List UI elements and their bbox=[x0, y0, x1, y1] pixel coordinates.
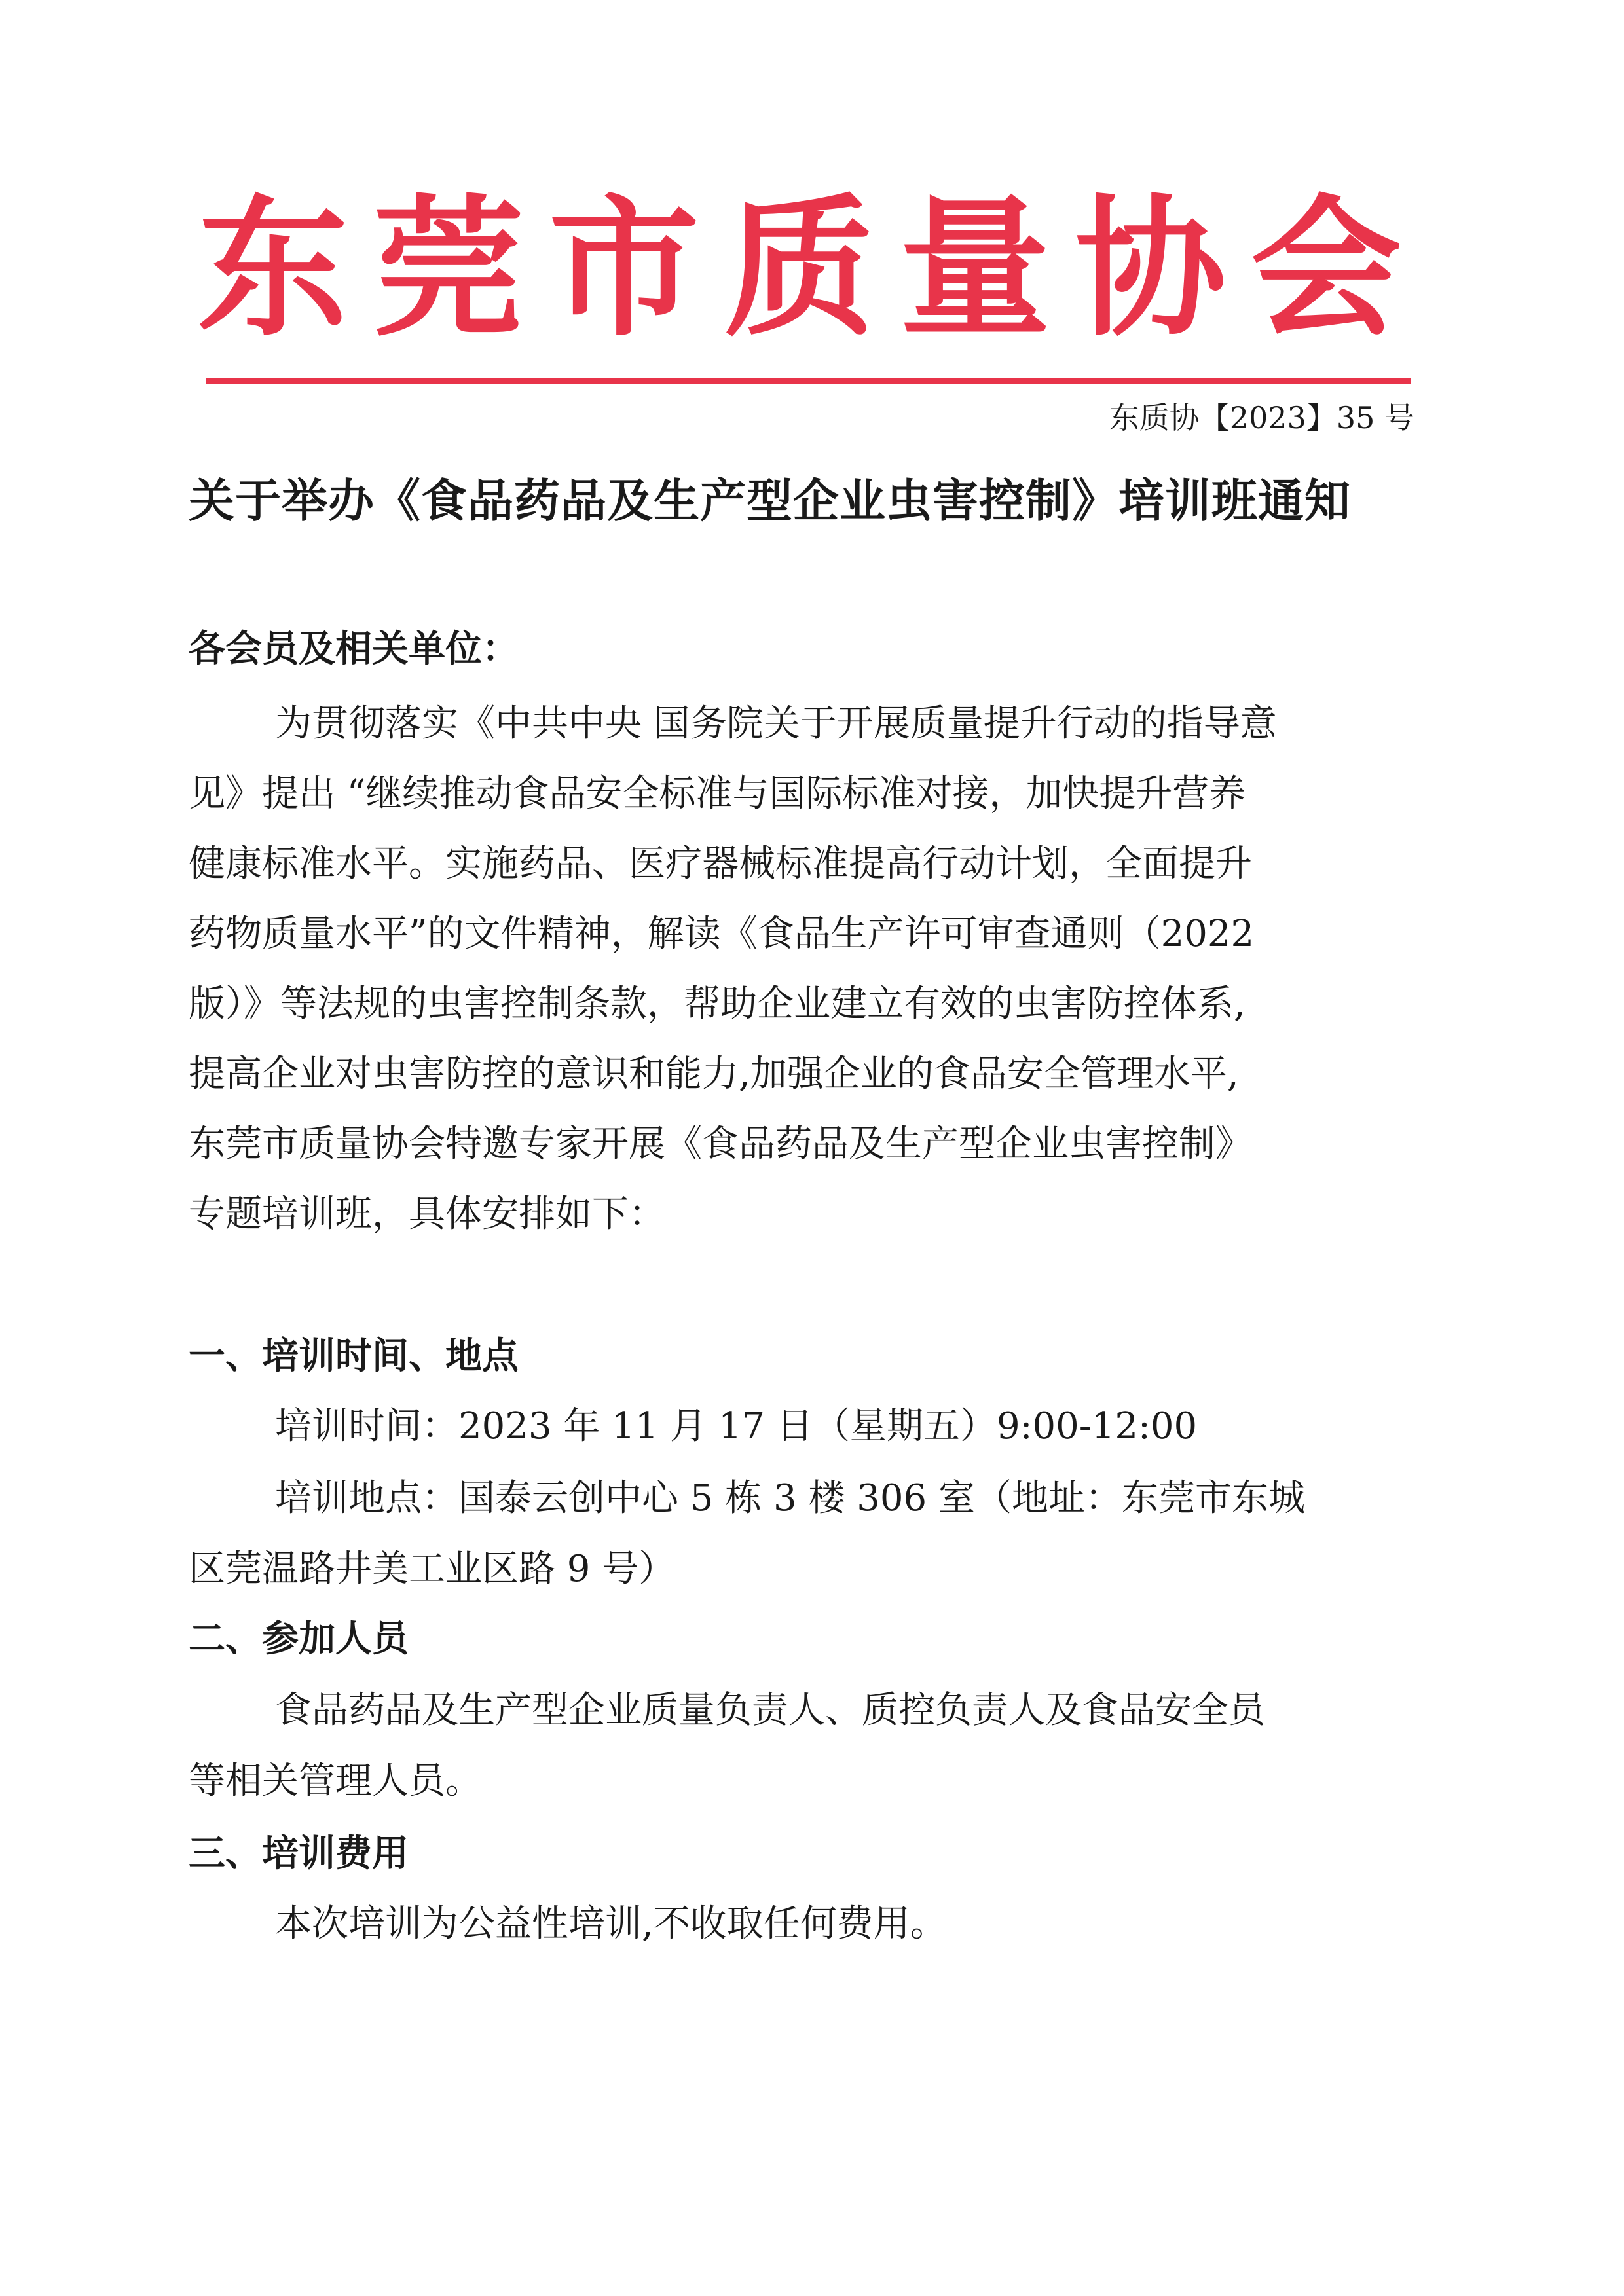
document-number: 东质协【2023】35 号 bbox=[1109, 400, 1414, 435]
section-heading-fees: 三、培训费用 bbox=[189, 1832, 409, 1875]
section-heading-participants: 二、参加人员 bbox=[189, 1617, 409, 1660]
intro-line: 专题培训班，具体安排如下： bbox=[189, 1193, 665, 1235]
salutation: 各会员及相关单位： bbox=[189, 627, 519, 670]
intro-line: 药物质量水平”的文件精神，解读《食品生产许可审查通则（2022 bbox=[189, 913, 1255, 955]
training-place-line: 区莞温路井美工业区路 9 号） bbox=[189, 1548, 676, 1590]
section-heading-time-place: 一、培训时间、地点 bbox=[189, 1334, 519, 1377]
training-time: 培训时间：2023 年 11 月 17 日（星期五）9:00-12:00 bbox=[275, 1405, 1198, 1448]
intro-line: 版）》等法规的虫害控制条款，帮助企业建立有效的虫害防控体系, bbox=[189, 983, 1246, 1025]
intro-paragraph bbox=[189, 689, 1420, 1249]
training-place-line: 培训地点：国泰云创中心 5 栋 3 楼 306 室（地址：东莞市东城 bbox=[275, 1477, 1305, 1520]
letterhead-title: 东莞市质量协会 bbox=[197, 180, 1426, 357]
fees-line: 本次培训为公益性培训,不收取任何费用。 bbox=[275, 1903, 947, 1945]
intro-line: 提高企业对虫害防控的意识和能力,加强企业的食品安全管理水平, bbox=[189, 1053, 1239, 1095]
participants-line: 等相关管理人员。 bbox=[189, 1760, 482, 1802]
intro-line: 健康标准水平。实施药品、医疗器械标准提高行动计划，全面提升 bbox=[189, 843, 1252, 885]
notice-title: 关于举办《食品药品及生产型企业虫害控制》培训班通知 bbox=[189, 473, 1351, 528]
red-divider bbox=[206, 378, 1411, 384]
intro-line: 东莞市质量协会特邀专家开展《食品药品及生产型企业虫害控制》 bbox=[189, 1123, 1252, 1165]
intro-line: 为贯彻落实《中共中央 国务院关于开展质量提升行动的指导意 bbox=[275, 702, 1277, 745]
participants-line: 食品药品及生产型企业质量负责人、质控负责人及食品安全员 bbox=[275, 1689, 1265, 1732]
intro-line: 见》提出 “继续推动食品安全标准与国际标准对接，加快提升营养 bbox=[189, 773, 1246, 815]
